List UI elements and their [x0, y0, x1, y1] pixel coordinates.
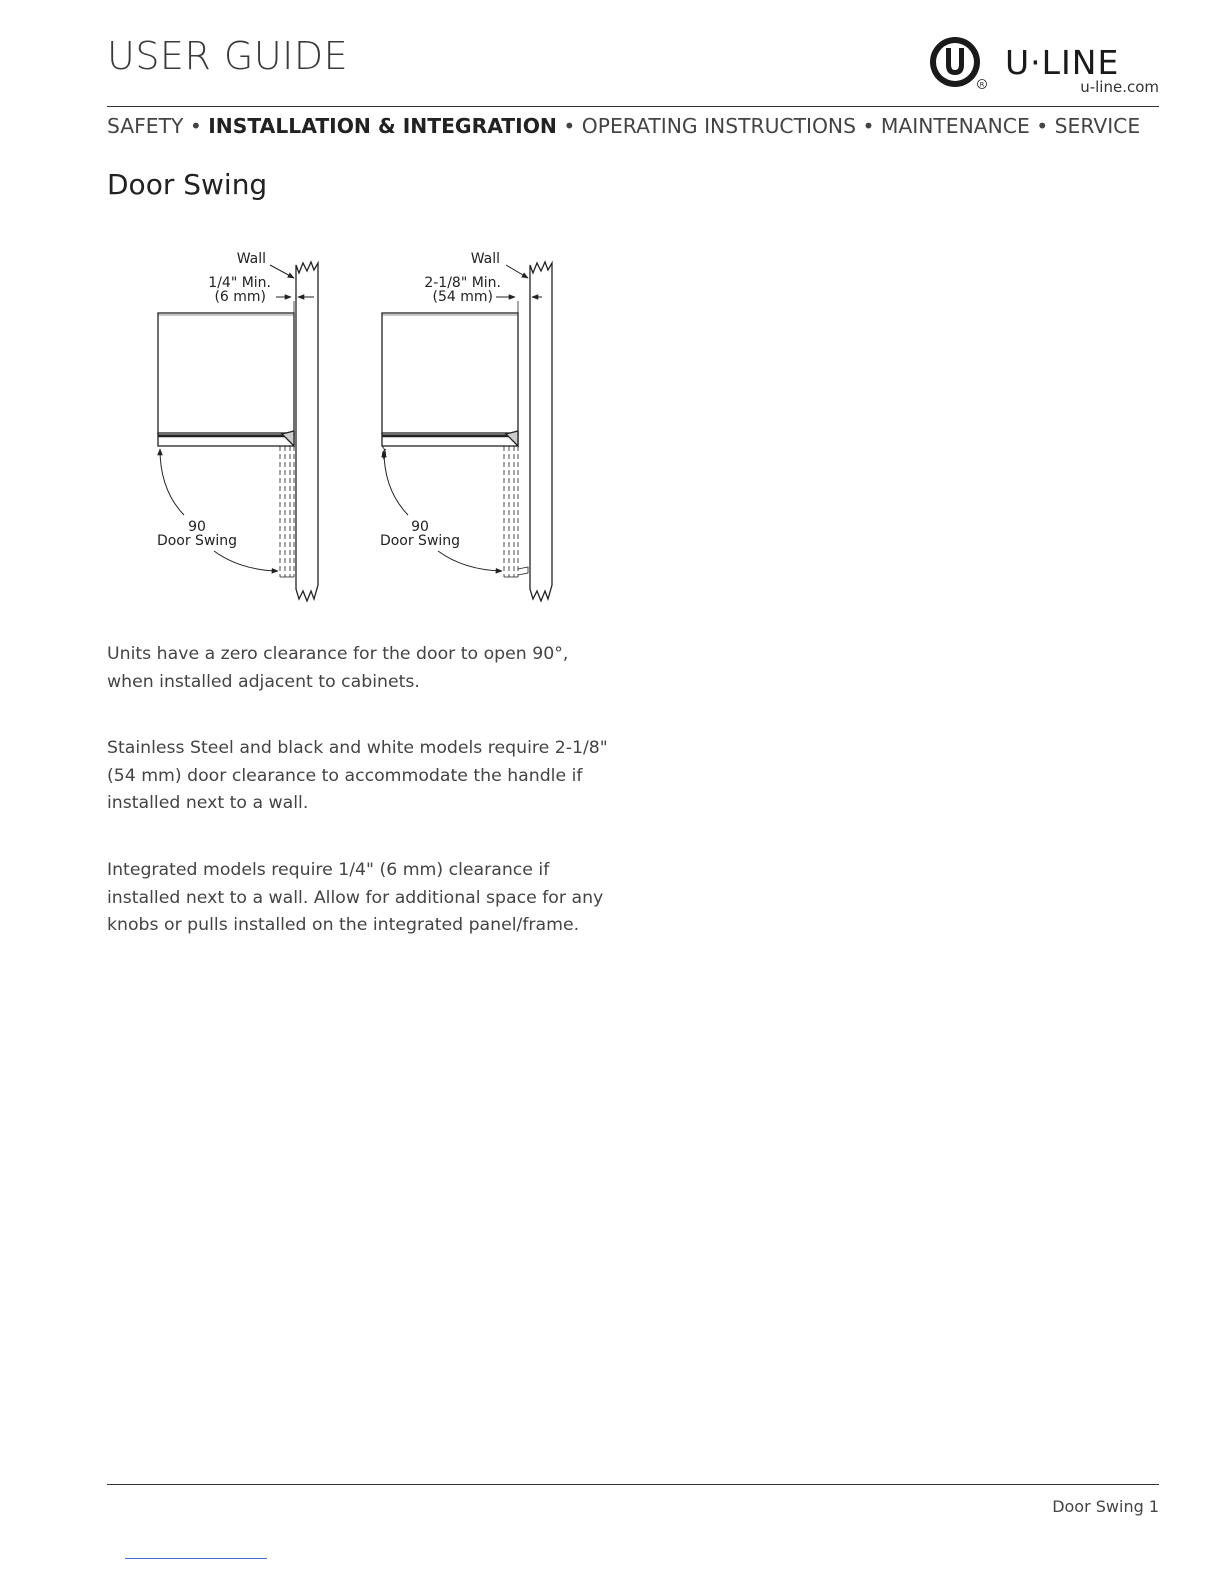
- nav-separator: •: [563, 114, 576, 138]
- paragraph-integrated-clearance: [107, 857, 627, 940]
- right-wall-label: Wall: [470, 251, 500, 267]
- section-nav: [107, 114, 1167, 138]
- header-divider: [107, 106, 1159, 107]
- paragraph-line: knobs or pulls installed on the integrated panel/frame.: [107, 915, 580, 935]
- nav-item-maintenance: MAINTENANCE: [880, 114, 1030, 138]
- door-swing-diagram: [150, 245, 570, 610]
- brand-url: u-line.com: [1080, 78, 1159, 96]
- paragraph-zero-clearance: [107, 641, 627, 696]
- nav-separator: •: [189, 114, 202, 138]
- left-swing-angle: 90: [188, 519, 206, 535]
- paragraph-line: installed next to a wall. Allow for additional space for any: [107, 887, 604, 908]
- right-clearance-metric: (54 mm): [432, 289, 493, 305]
- footer-divider: [107, 1484, 1159, 1485]
- footer-link-underline: [125, 1558, 267, 1559]
- left-swing-label: Door Swing: [156, 533, 238, 549]
- paragraph-line: installed next to a wall.: [107, 793, 309, 813]
- paragraph-line: Integrated models require 1/4" (6 mm) clearance if: [107, 860, 550, 880]
- right-unit-drawing: [379, 262, 552, 601]
- paragraph-stainless-clearance: [107, 735, 627, 818]
- document-title: USER GUIDE: [107, 34, 349, 78]
- right-swing-label: Door Swing: [379, 533, 461, 549]
- section-title: Door Swing: [107, 168, 268, 201]
- footer-page-label: Door Swing 1: [1052, 1497, 1159, 1516]
- nav-item-safety: SAFETY: [107, 114, 184, 138]
- svg-text:R: R: [979, 80, 985, 89]
- left-unit-drawing: [158, 262, 318, 601]
- paragraph-line: when installed adjacent to cabinets.: [107, 671, 420, 692]
- nav-item-operating: OPERATING INSTRUCTIONS: [581, 114, 856, 138]
- left-clearance-label: 1/4" Min.: [208, 275, 271, 291]
- paragraph-line: Stainless Steel and black and white models require 2-1/8": [107, 738, 608, 758]
- left-clearance-metric: (6 mm): [214, 289, 266, 305]
- right-swing-angle: 90: [411, 519, 429, 535]
- left-wall-label: Wall: [236, 251, 266, 267]
- nav-separator: •: [862, 114, 875, 138]
- paragraph-line: Units have a zero clearance for the door to open 90°,: [107, 644, 569, 664]
- nav-item-service: SERVICE: [1054, 114, 1141, 138]
- nav-item-installation: INSTALLATION & INTEGRATION: [208, 114, 557, 138]
- right-clearance-label: 2-1/8" Min.: [424, 275, 501, 291]
- paragraph-line: (54 mm) door clearance to accommodate the handle if: [107, 765, 583, 786]
- nav-separator: •: [1036, 114, 1049, 138]
- brand-wordmark: U·LINE: [1005, 43, 1120, 82]
